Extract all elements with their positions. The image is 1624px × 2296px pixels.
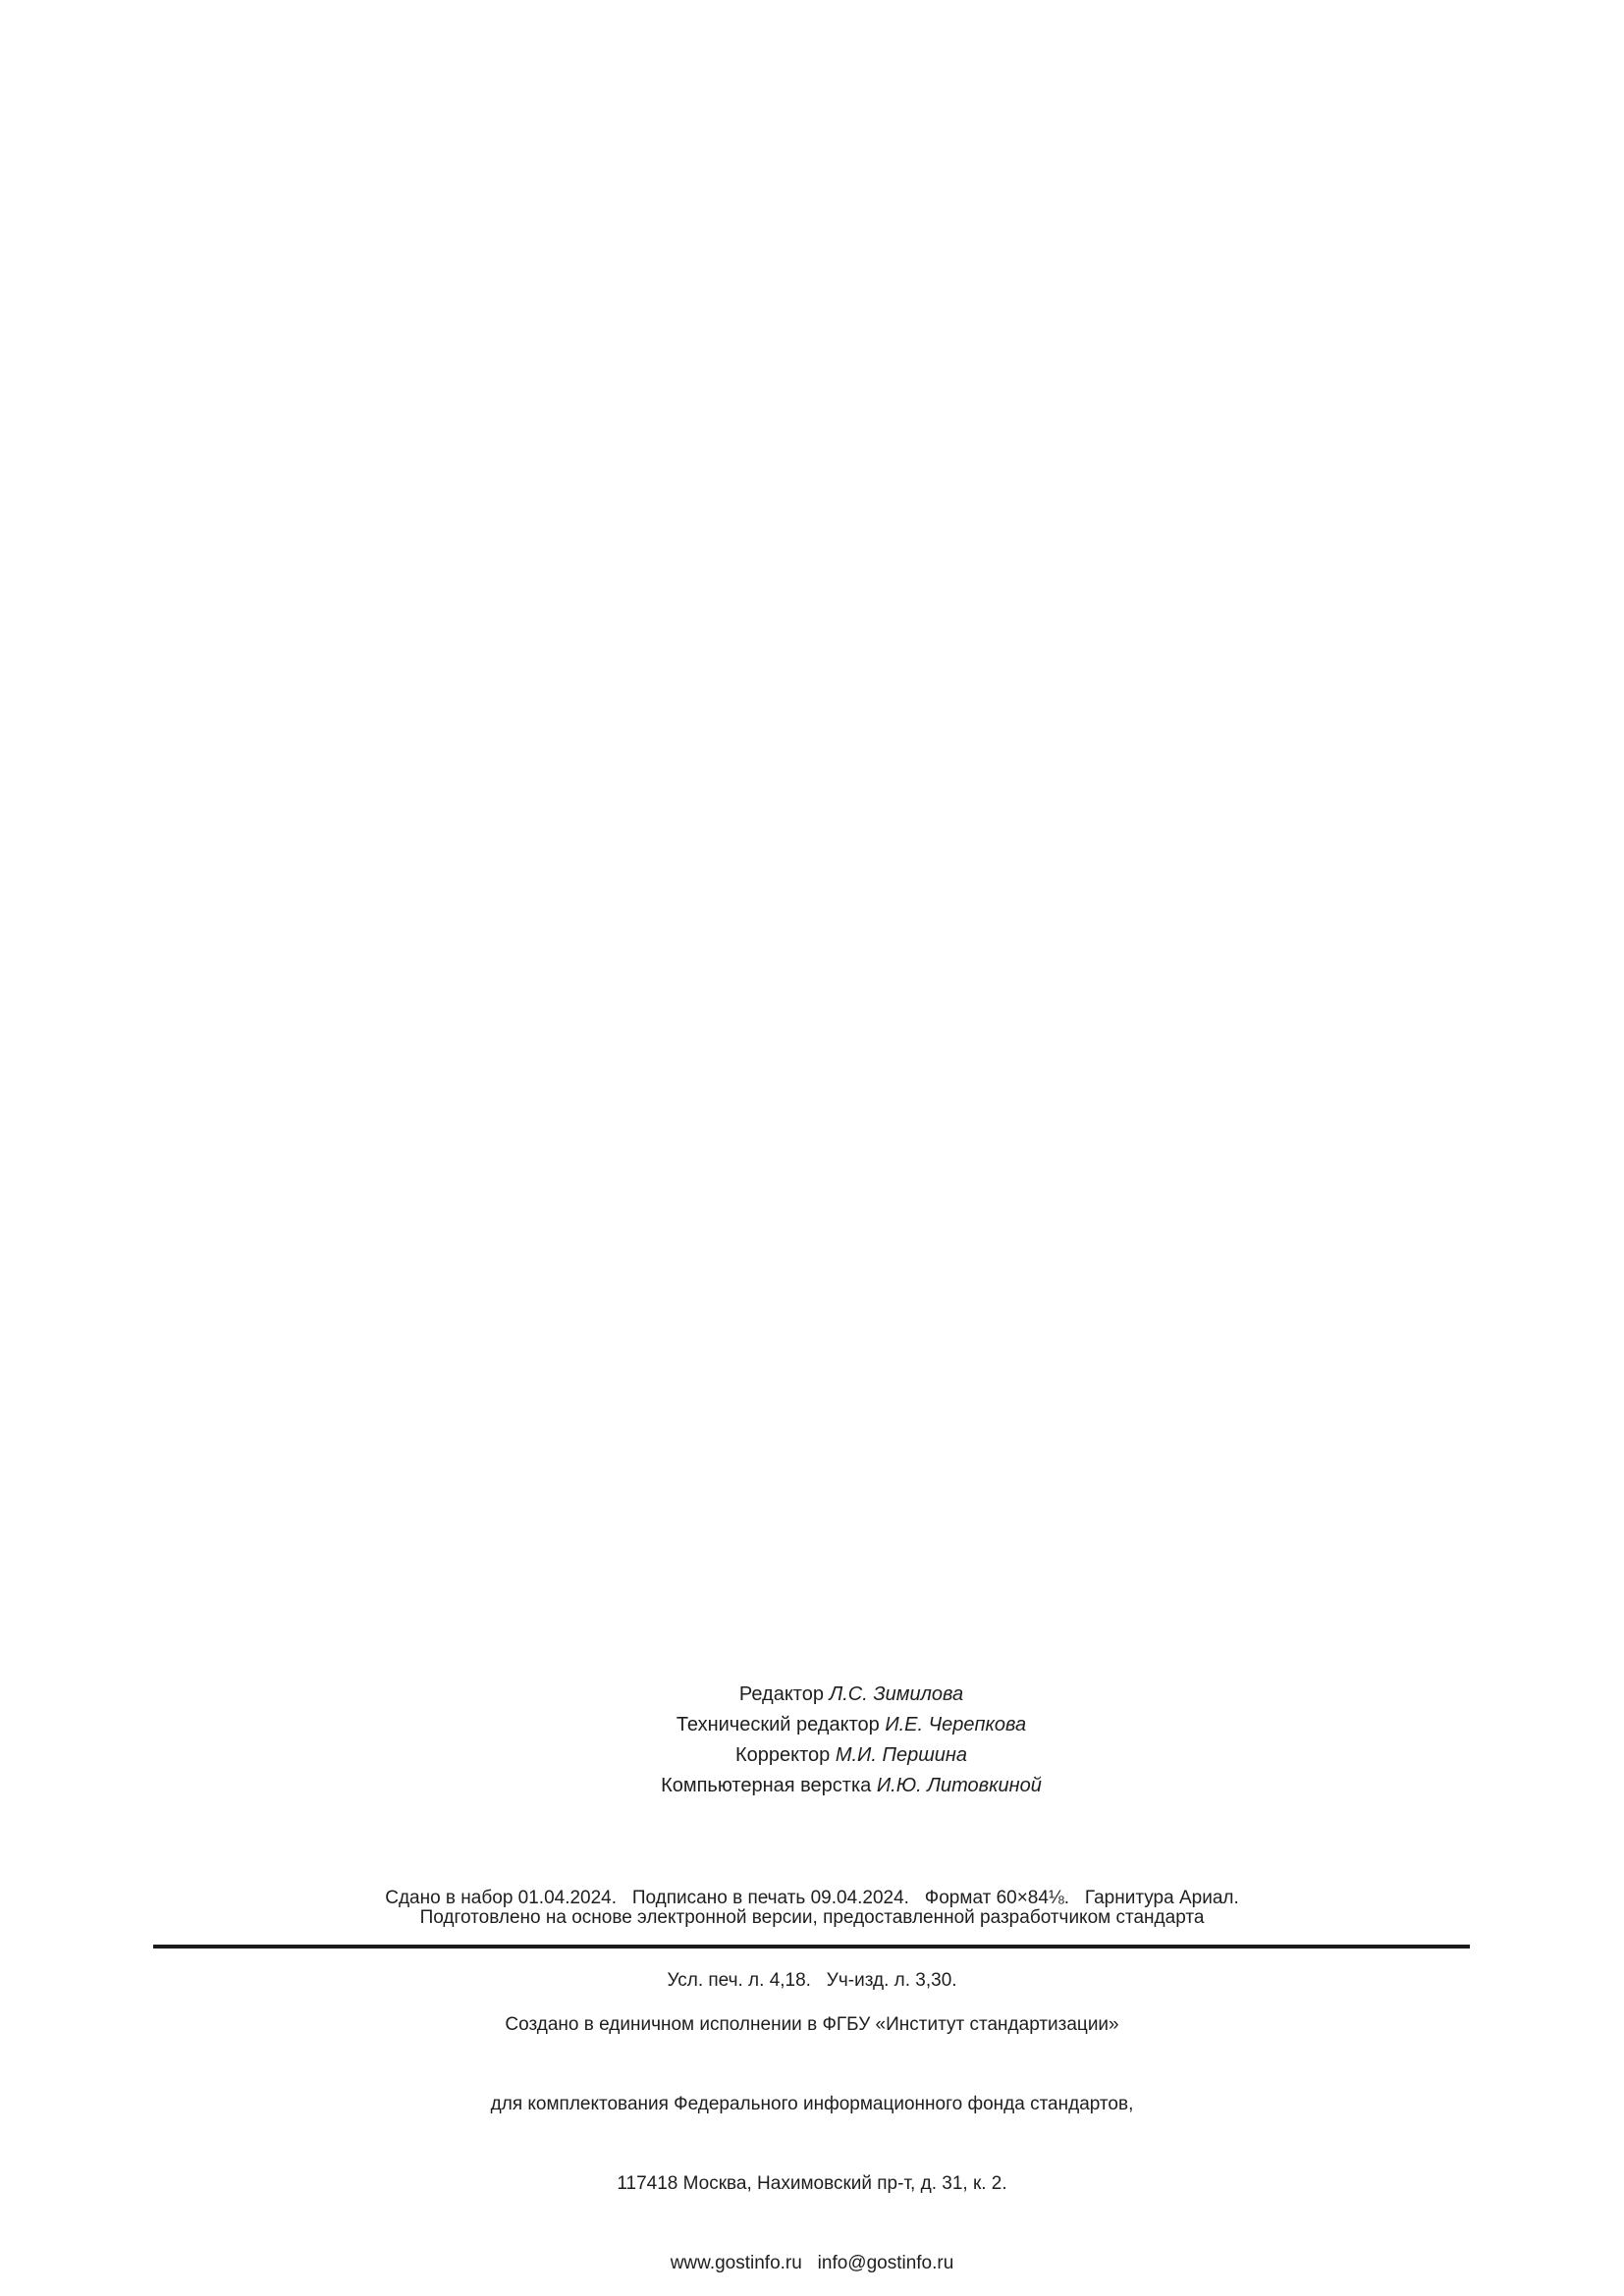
credits-block	[39, 1680, 1624, 1801]
divider-rule	[153, 1945, 1470, 1949]
credit-role: Корректор	[734, 1744, 836, 1766]
credit-line-editor	[39, 1680, 1624, 1710]
publisher-line-purpose: для комплектования Федерального информационного фонда стандартов,	[490, 2094, 1134, 2114]
publisher-block	[0, 1958, 1624, 2296]
credit-name: И.Е. Черепкова	[885, 1714, 1027, 1735]
publisher-line-contacts: www.gostinfo.ru info@gostinfo.ru	[670, 2253, 954, 2273]
credit-role: Редактор	[738, 1683, 830, 1705]
credit-name: М.И. Першина	[835, 1744, 968, 1766]
credit-name: Л.С. Зимилова	[829, 1683, 964, 1705]
publisher-line-institution: Создано в единичном исполнении в ФГБУ «Институт стандартизации»	[505, 2014, 1119, 2035]
credit-name: И.Ю. Литовкиной	[876, 1775, 1042, 1796]
print-info-line-sheets: Усл. печ. л. 4,18. Уч-изд. л. 3,30.	[667, 1970, 957, 1991]
print-info-line-dates-format: Сдано в набор 01.04.2024. Подписано в печать 09.04.2024. Формат 60×84⅛. Гарнитура Ариал.	[385, 1888, 1239, 1908]
credit-line-technical-editor	[39, 1710, 1624, 1740]
credit-line-corrector	[39, 1740, 1624, 1771]
credit-role: Технический редактор	[676, 1714, 886, 1735]
publisher-line-address: 117418 Москва, Нахимовский пр-т, д. 31, к. 2.	[617, 2173, 1007, 2194]
prepared-note: Подготовлено на основе электронной версии, предоставленной разработчиком стандарта	[419, 1907, 1205, 1928]
credit-line-layout	[39, 1771, 1624, 1801]
credit-role: Компьютерная верстка	[661, 1775, 877, 1796]
